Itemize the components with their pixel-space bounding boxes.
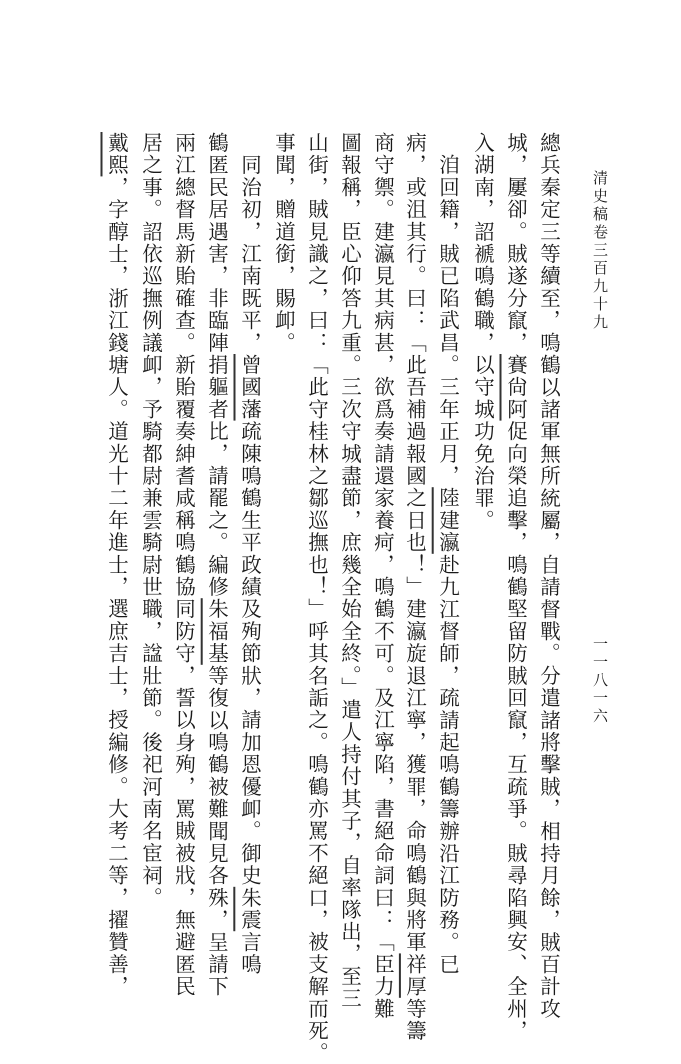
text-segment: 病，或沮其行。曰：「此吾補過報國之日也！」建瀛旋退江寧，獲罪，命鳴鶴與將軍	[402, 132, 427, 954]
text-column	[505, 132, 526, 1042]
text-segment: 事聞，贈道銜，賜卹。	[271, 132, 296, 354]
proper-name: 曾國藩	[237, 354, 262, 421]
text-column	[372, 132, 393, 1020]
text-column	[239, 132, 260, 976]
proper-name: 戴熙	[104, 132, 129, 177]
text-segment: 城，屢卻。賊遂分竄，	[503, 132, 528, 354]
running-head: 清史稿卷三百九十九	[591, 170, 609, 332]
page-number: 一一八一六	[591, 636, 609, 726]
proper-name: 陸建瀛	[435, 487, 460, 554]
text-column	[472, 132, 493, 532]
text-segment: 等復以鳴鶴被難聞見各殊，呈請下	[204, 664, 229, 998]
proper-name: 賽尙阿	[503, 354, 528, 421]
text-segment: 居之事。詔依巡撫例議卹，予騎都尉兼雲騎尉世職，諡壯節。後祀河南名宦祠。	[138, 132, 163, 909]
text-column	[306, 132, 327, 1064]
text-segment: 同治初，江南既平，	[237, 132, 262, 354]
text-segment: 商守禦。建瀛見其病甚，欲爲奏請還家養疴，鳴鶴不可。及江寧陷，書絕命詞曰：「臣力難	[370, 132, 395, 1020]
text-segment: 總兵秦定三等續至，	[536, 132, 561, 332]
text-column	[437, 132, 458, 976]
proper-name: 朱震	[237, 886, 262, 932]
text-column	[106, 132, 127, 998]
proper-name: 祥厚	[402, 953, 427, 998]
text-segment: 洎回籍，賊已陷武昌。三年正月，	[435, 132, 460, 488]
text-column	[140, 132, 161, 909]
text-column	[173, 132, 194, 998]
text-column	[339, 132, 360, 1010]
text-column	[538, 132, 559, 1020]
text-segment: 疏陳鳴鶴生平政績及殉節狀，請加恩優卹。御史	[237, 420, 262, 887]
text-segment: 促向榮追擊，鳴鶴堅留防賊回竄，互疏爭。賊尋陷興安、全州，	[503, 420, 528, 1043]
text-segment: 赴九江督師，疏請起鳴鶴籌辦沿江防務。已	[435, 553, 460, 976]
text-segment: 言鳴	[237, 931, 262, 976]
text-segment: 山街，賊見識之，曰：「此守桂林之鄒巡撫也！」呼其名詬之。鳴鶴亦罵不絕口，被支解而死。	[304, 132, 329, 1064]
text-segment: ，字醇士，浙江錢塘人。道光十二年進士，選庶吉士，授編修。大考二等，擢贊善，	[104, 176, 129, 998]
proper-name: 朱福基	[204, 598, 229, 665]
text-segment: 等籌	[402, 997, 427, 1043]
text-column	[404, 132, 425, 1042]
text-segment: 鶴匿民居遇害，非臨陣捐軀者比，請罷之。編修	[204, 132, 229, 599]
text-segment: 圖報稱，臣心仰答九重。三次守城盡節，庶幾全始全終。」遣人持付其子，自率隊出，至三	[337, 132, 362, 1010]
text-segment: 鳴鶴以諸軍無所統屬，自請督戰。分遣諸將擊賊，相持月餘，賊百計攻	[536, 331, 561, 1021]
text-column	[206, 132, 227, 998]
text-segment: 兩江總督馬新貽確查。新貽覆奏紳耆咸稱鳴鶴協同防守，誓以身殉，罵賊被戕，無避匿民	[171, 132, 196, 998]
text-column	[273, 132, 294, 354]
text-segment: 入湖南，詔褫鳴鶴職，以守城功免治罪。	[470, 132, 495, 532]
